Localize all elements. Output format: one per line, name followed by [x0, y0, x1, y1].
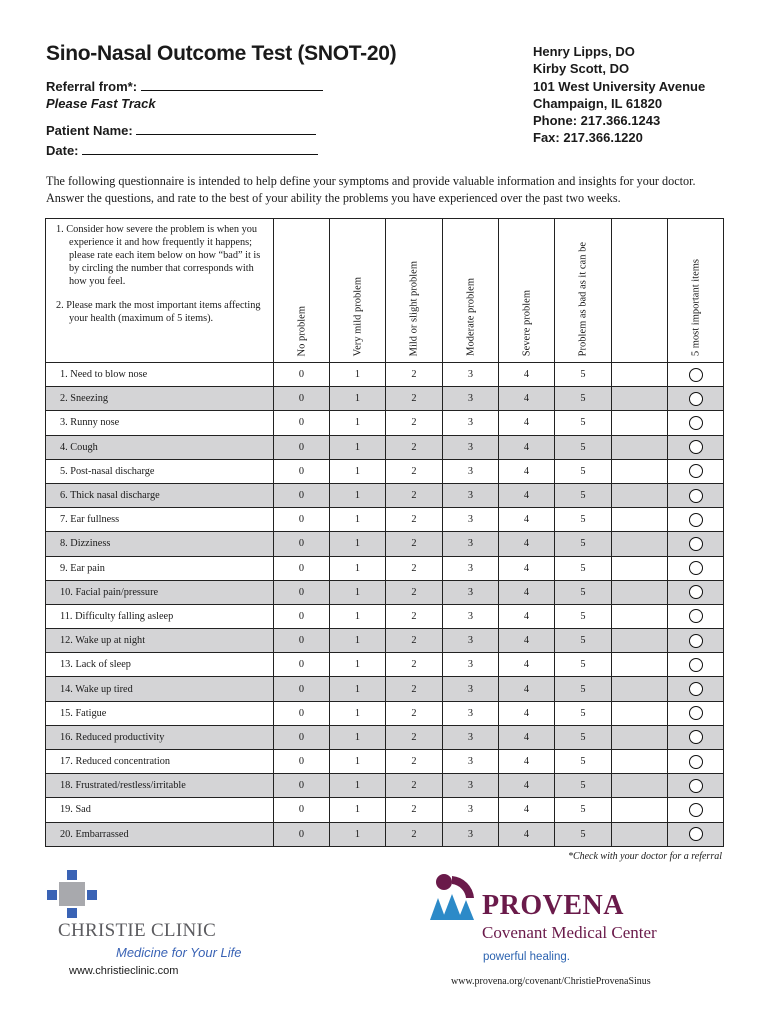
score-option[interactable]: 4	[499, 750, 555, 774]
symptom-label: 20. Embarrassed	[46, 822, 274, 846]
score-option[interactable]: 1	[330, 798, 386, 822]
blank-cell	[612, 750, 668, 774]
score-option[interactable]: 0	[274, 822, 330, 846]
score-option[interactable]: 4	[499, 725, 555, 749]
score-option[interactable]: 4	[499, 459, 555, 483]
score-option[interactable]: 0	[274, 701, 330, 725]
blank-cell	[612, 701, 668, 725]
score-option[interactable]: 4	[499, 822, 555, 846]
score-option[interactable]: 1	[330, 725, 386, 749]
fax-line: Fax: 217.366.1220	[533, 130, 643, 146]
score-option[interactable]: 2	[386, 604, 443, 628]
referral-label: Referral from*:	[46, 79, 138, 94]
score-option[interactable]: 2	[386, 483, 443, 507]
important-item-circle-icon[interactable]	[689, 368, 703, 382]
provena-logo-icon	[428, 872, 476, 922]
important-item-cell	[668, 677, 724, 701]
score-option[interactable]: 1	[330, 508, 386, 532]
score-option[interactable]: 4	[499, 363, 555, 387]
instruction-1: 1. Consider how severe the problem is when you experience it and how frequently it happens; please rate each item below on how “bad” it is by circling the number that corresponds with how you feel.	[56, 224, 261, 287]
symptom-label: 17. Reduced concentration	[46, 750, 274, 774]
blank-cell	[612, 532, 668, 556]
score-option[interactable]: 4	[499, 774, 555, 798]
symptom-label: 14. Wake up tired	[46, 677, 274, 701]
symptom-label: 8. Dizziness	[46, 532, 274, 556]
city-line: Champaign, IL 61820	[533, 95, 663, 111]
score-option[interactable]: 2	[386, 701, 443, 725]
important-item-cell	[668, 774, 724, 798]
blank-cell	[612, 677, 668, 701]
score-option[interactable]: 1	[330, 532, 386, 556]
score-option[interactable]: 2	[386, 508, 443, 532]
important-item-circle-icon[interactable]	[689, 634, 703, 648]
score-option[interactable]: 3	[443, 483, 499, 507]
important-item-circle-icon[interactable]	[689, 537, 703, 551]
important-item-cell	[668, 822, 724, 846]
score-option[interactable]: 0	[274, 725, 330, 749]
score-option[interactable]: 3	[443, 604, 499, 628]
score-option[interactable]: 2	[386, 580, 443, 604]
score-option[interactable]: 0	[274, 435, 330, 459]
important-item-cell	[668, 653, 724, 677]
score-option[interactable]: 1	[330, 629, 386, 653]
referral-field[interactable]	[46, 79, 323, 94]
score-option[interactable]: 3	[443, 653, 499, 677]
score-option[interactable]: 4	[499, 798, 555, 822]
score-option[interactable]: 3	[443, 774, 499, 798]
symptom-label: 7. Ear fullness	[46, 508, 274, 532]
score-option[interactable]: 0	[274, 387, 330, 411]
table-row	[46, 725, 724, 749]
score-option[interactable]: 0	[274, 653, 330, 677]
score-option[interactable]: 2	[386, 411, 443, 435]
score-option[interactable]: 2	[386, 725, 443, 749]
important-item-cell	[668, 411, 724, 435]
referral-line[interactable]	[141, 79, 323, 91]
score-option[interactable]: 3	[443, 798, 499, 822]
score-option[interactable]: 0	[274, 629, 330, 653]
score-option[interactable]: 2	[386, 774, 443, 798]
score-option[interactable]: 4	[499, 483, 555, 507]
important-item-cell	[668, 459, 724, 483]
score-option[interactable]: 5	[555, 629, 612, 653]
symptom-label: 4. Cough	[46, 435, 274, 459]
score-option[interactable]: 2	[386, 629, 443, 653]
blank-cell	[612, 387, 668, 411]
table-body	[46, 363, 724, 847]
score-option[interactable]: 3	[443, 750, 499, 774]
symptom-label: 18. Frustrated/restless/irritable	[46, 774, 274, 798]
date-line[interactable]	[82, 143, 318, 155]
score-option[interactable]: 0	[274, 411, 330, 435]
patient-name-field[interactable]	[46, 123, 316, 138]
table-row	[46, 701, 724, 725]
fast-track-note: Please Fast Track	[46, 96, 156, 111]
provena-tagline: powerful healing.	[483, 951, 570, 963]
score-option[interactable]: 3	[443, 363, 499, 387]
symptom-label: 12. Wake up at night	[46, 629, 274, 653]
blank-cell	[612, 774, 668, 798]
blank-cell	[612, 798, 668, 822]
score-option[interactable]: 5	[555, 798, 612, 822]
score-option[interactable]: 0	[274, 580, 330, 604]
blank-cell	[612, 580, 668, 604]
score-option[interactable]: 5	[555, 750, 612, 774]
score-option[interactable]: 5	[555, 363, 612, 387]
important-item-circle-icon[interactable]	[689, 440, 703, 454]
symptom-label: 10. Facial pain/pressure	[46, 580, 274, 604]
important-item-cell	[668, 483, 724, 507]
score-option[interactable]: 4	[499, 508, 555, 532]
score-option[interactable]: 4	[499, 387, 555, 411]
blank-cell	[612, 363, 668, 387]
score-option[interactable]: 0	[274, 363, 330, 387]
symptom-label: 1. Need to blow nose	[46, 363, 274, 387]
score-option[interactable]: 1	[330, 459, 386, 483]
score-option[interactable]: 3	[443, 822, 499, 846]
score-option[interactable]: 2	[386, 822, 443, 846]
provena-subtitle: Covenant Medical Center	[482, 923, 657, 942]
score-option[interactable]: 5	[555, 435, 612, 459]
score-option[interactable]: 0	[274, 483, 330, 507]
score-option[interactable]: 5	[555, 387, 612, 411]
important-item-circle-icon[interactable]	[689, 609, 703, 623]
symptom-label: 2. Sneezing	[46, 387, 274, 411]
blank-cell	[612, 725, 668, 749]
christie-clinic-logo-icon	[45, 870, 105, 918]
symptom-label: 13. Lack of sleep	[46, 653, 274, 677]
score-option[interactable]: 0	[274, 798, 330, 822]
important-item-circle-icon[interactable]	[689, 585, 703, 599]
score-option[interactable]: 4	[499, 629, 555, 653]
score-option[interactable]: 5	[555, 532, 612, 556]
important-item-circle-icon[interactable]	[689, 779, 703, 793]
score-option[interactable]: 4	[499, 653, 555, 677]
blank-cell	[612, 411, 668, 435]
referral-footnote: *Check with your doctor for a referral	[567, 851, 722, 862]
score-option[interactable]: 0	[274, 774, 330, 798]
score-option[interactable]: 1	[330, 483, 386, 507]
patient-name-label: Patient Name:	[46, 123, 133, 138]
score-option[interactable]: 5	[555, 774, 612, 798]
score-option[interactable]: 0	[274, 677, 330, 701]
score-option[interactable]: 0	[274, 532, 330, 556]
score-option[interactable]: 4	[499, 701, 555, 725]
important-item-circle-icon[interactable]	[689, 392, 703, 406]
blank-cell	[612, 508, 668, 532]
symptom-label: 3. Runny nose	[46, 411, 274, 435]
important-item-circle-icon[interactable]	[689, 803, 703, 817]
score-option[interactable]: 1	[330, 435, 386, 459]
score-option[interactable]: 1	[330, 387, 386, 411]
score-option[interactable]: 5	[555, 822, 612, 846]
score-option[interactable]: 5	[555, 653, 612, 677]
symptom-label: 11. Difficulty falling asleep	[46, 604, 274, 628]
header-mild: Mild or slight problem	[386, 219, 443, 363]
score-option[interactable]: 1	[330, 677, 386, 701]
blank-cell	[612, 629, 668, 653]
symptom-label: 9. Ear pain	[46, 556, 274, 580]
christie-clinic-tagline: Medicine for Your Life	[116, 945, 242, 960]
score-option[interactable]: 5	[555, 580, 612, 604]
symptom-label: 6. Thick nasal discharge	[46, 483, 274, 507]
provena-name: PROVENA	[482, 890, 624, 921]
score-option[interactable]: 2	[386, 435, 443, 459]
score-option[interactable]: 1	[330, 774, 386, 798]
important-item-circle-icon[interactable]	[689, 561, 703, 575]
score-option[interactable]: 1	[330, 822, 386, 846]
header-most-important: 5 most important items	[668, 219, 724, 363]
important-item-circle-icon[interactable]	[689, 755, 703, 769]
table-row	[46, 750, 724, 774]
score-option[interactable]: 0	[274, 750, 330, 774]
score-option[interactable]: 4	[499, 604, 555, 628]
header-very-mild: Very mild problem	[330, 219, 386, 363]
important-item-cell	[668, 629, 724, 653]
header-severe: Severe problem	[499, 219, 555, 363]
symptom-label: 5. Post-nasal discharge	[46, 459, 274, 483]
table-row	[46, 411, 724, 435]
provena-url[interactable]: www.provena.org/covenant/ChristieProvenaSinus	[451, 976, 651, 987]
important-item-circle-icon[interactable]	[689, 682, 703, 696]
score-option[interactable]: 3	[443, 459, 499, 483]
score-option[interactable]: 0	[274, 459, 330, 483]
score-option[interactable]: 1	[330, 604, 386, 628]
blank-cell	[612, 653, 668, 677]
table-row	[46, 629, 724, 653]
important-item-circle-icon[interactable]	[689, 513, 703, 527]
score-option[interactable]: 3	[443, 435, 499, 459]
score-option[interactable]: 5	[555, 725, 612, 749]
important-item-cell	[668, 532, 724, 556]
important-item-cell	[668, 580, 724, 604]
important-item-circle-icon[interactable]	[689, 706, 703, 720]
table-row	[46, 435, 724, 459]
symptom-label: 16. Reduced productivity	[46, 725, 274, 749]
score-option[interactable]: 1	[330, 750, 386, 774]
score-option[interactable]: 1	[330, 411, 386, 435]
important-item-circle-icon[interactable]	[689, 827, 703, 841]
score-option[interactable]: 0	[274, 556, 330, 580]
score-option[interactable]: 4	[499, 411, 555, 435]
score-option[interactable]: 3	[443, 532, 499, 556]
header-blank	[612, 219, 668, 363]
table-row	[46, 363, 724, 387]
score-option[interactable]: 5	[555, 411, 612, 435]
table-row	[46, 677, 724, 701]
table-row	[46, 580, 724, 604]
score-option[interactable]: 2	[386, 363, 443, 387]
patient-name-line[interactable]	[136, 123, 316, 135]
instruction-2: 2. Please mark the most important items affecting your health (maximum of 5 items).	[56, 300, 261, 324]
important-item-circle-icon[interactable]	[689, 730, 703, 744]
score-option[interactable]: 5	[555, 701, 612, 725]
form-title: Sino-Nasal Outcome Test (SNOT-20)	[46, 42, 397, 65]
important-item-cell	[668, 387, 724, 411]
address-line: 101 West University Avenue	[533, 78, 706, 94]
score-option[interactable]: 2	[386, 459, 443, 483]
table-row	[46, 387, 724, 411]
score-option[interactable]: 3	[443, 580, 499, 604]
score-option[interactable]: 2	[386, 532, 443, 556]
table-row	[46, 822, 724, 846]
score-option[interactable]: 5	[555, 459, 612, 483]
score-option[interactable]: 3	[443, 725, 499, 749]
important-item-cell	[668, 750, 724, 774]
table-row	[46, 774, 724, 798]
important-item-cell	[668, 363, 724, 387]
score-option[interactable]: 1	[330, 653, 386, 677]
doctor-line: Henry Lipps, DO	[533, 44, 635, 59]
score-option[interactable]: 3	[443, 411, 499, 435]
doctor-contact-block	[533, 43, 705, 147]
score-option[interactable]: 4	[499, 677, 555, 701]
phone-line: Phone: 217.366.1243	[533, 113, 661, 129]
table-row	[46, 653, 724, 677]
christie-clinic-name: CHRISTIE CLINIC	[58, 920, 217, 941]
important-item-cell	[668, 604, 724, 628]
important-item-cell	[668, 435, 724, 459]
score-option[interactable]: 5	[555, 604, 612, 628]
score-option[interactable]: 1	[330, 363, 386, 387]
score-option[interactable]: 0	[274, 508, 330, 532]
blank-cell	[612, 556, 668, 580]
blank-cell	[612, 822, 668, 846]
score-option[interactable]: 2	[386, 677, 443, 701]
score-option[interactable]: 3	[443, 556, 499, 580]
score-option[interactable]: 4	[499, 556, 555, 580]
score-option[interactable]: 1	[330, 580, 386, 604]
score-option[interactable]: 2	[386, 750, 443, 774]
christie-clinic-url[interactable]: www.christieclinic.com	[69, 965, 179, 977]
score-option[interactable]: 1	[330, 556, 386, 580]
important-item-circle-icon[interactable]	[689, 658, 703, 672]
score-option[interactable]: 4	[499, 435, 555, 459]
score-option[interactable]: 3	[443, 701, 499, 725]
table-row	[46, 532, 724, 556]
score-option[interactable]: 5	[555, 677, 612, 701]
table-row	[46, 459, 724, 483]
important-item-cell	[668, 798, 724, 822]
date-field[interactable]	[46, 143, 318, 158]
important-item-circle-icon[interactable]	[689, 489, 703, 503]
score-option[interactable]: 5	[555, 556, 612, 580]
score-option[interactable]: 5	[555, 508, 612, 532]
table-row	[46, 556, 724, 580]
score-option[interactable]: 3	[443, 508, 499, 532]
score-option[interactable]: 1	[330, 701, 386, 725]
important-item-cell	[668, 556, 724, 580]
score-option[interactable]: 3	[443, 387, 499, 411]
header-no-problem: No problem	[274, 219, 330, 363]
table-row	[46, 483, 724, 507]
important-item-circle-icon[interactable]	[689, 416, 703, 430]
blank-cell	[612, 459, 668, 483]
score-option[interactable]: 5	[555, 483, 612, 507]
header-moderate: Moderate problem	[443, 219, 499, 363]
score-option[interactable]: 0	[274, 604, 330, 628]
score-option[interactable]: 2	[386, 556, 443, 580]
score-option[interactable]: 2	[386, 798, 443, 822]
table-row	[46, 798, 724, 822]
important-item-cell	[668, 508, 724, 532]
important-item-circle-icon[interactable]	[689, 464, 703, 478]
instructions-cell	[46, 219, 274, 363]
score-option[interactable]: 3	[443, 677, 499, 701]
blank-cell	[612, 604, 668, 628]
table-row	[46, 508, 724, 532]
doctor-line: Kirby Scott, DO	[533, 61, 630, 77]
intro-paragraph: The following questionnaire is intended to help define your symptoms and provide valuable information and insights for your doctor. Answer the questions, and rate to the best of your ability the problems you have experienced over the past two weeks.	[46, 174, 696, 205]
score-option[interactable]: 4	[499, 580, 555, 604]
score-option[interactable]: 3	[443, 629, 499, 653]
score-option[interactable]: 2	[386, 653, 443, 677]
header-as-bad: Problem as bad as it can be	[555, 219, 612, 363]
symptom-label: 15. Fatigue	[46, 701, 274, 725]
important-item-cell	[668, 725, 724, 749]
score-option[interactable]: 2	[386, 387, 443, 411]
table-row	[46, 604, 724, 628]
blank-cell	[612, 435, 668, 459]
date-label: Date:	[46, 143, 79, 158]
important-item-cell	[668, 701, 724, 725]
snot20-table	[45, 218, 723, 847]
symptom-label: 19. Sad	[46, 798, 274, 822]
blank-cell	[612, 483, 668, 507]
score-option[interactable]: 4	[499, 532, 555, 556]
table-header-row	[46, 219, 724, 363]
